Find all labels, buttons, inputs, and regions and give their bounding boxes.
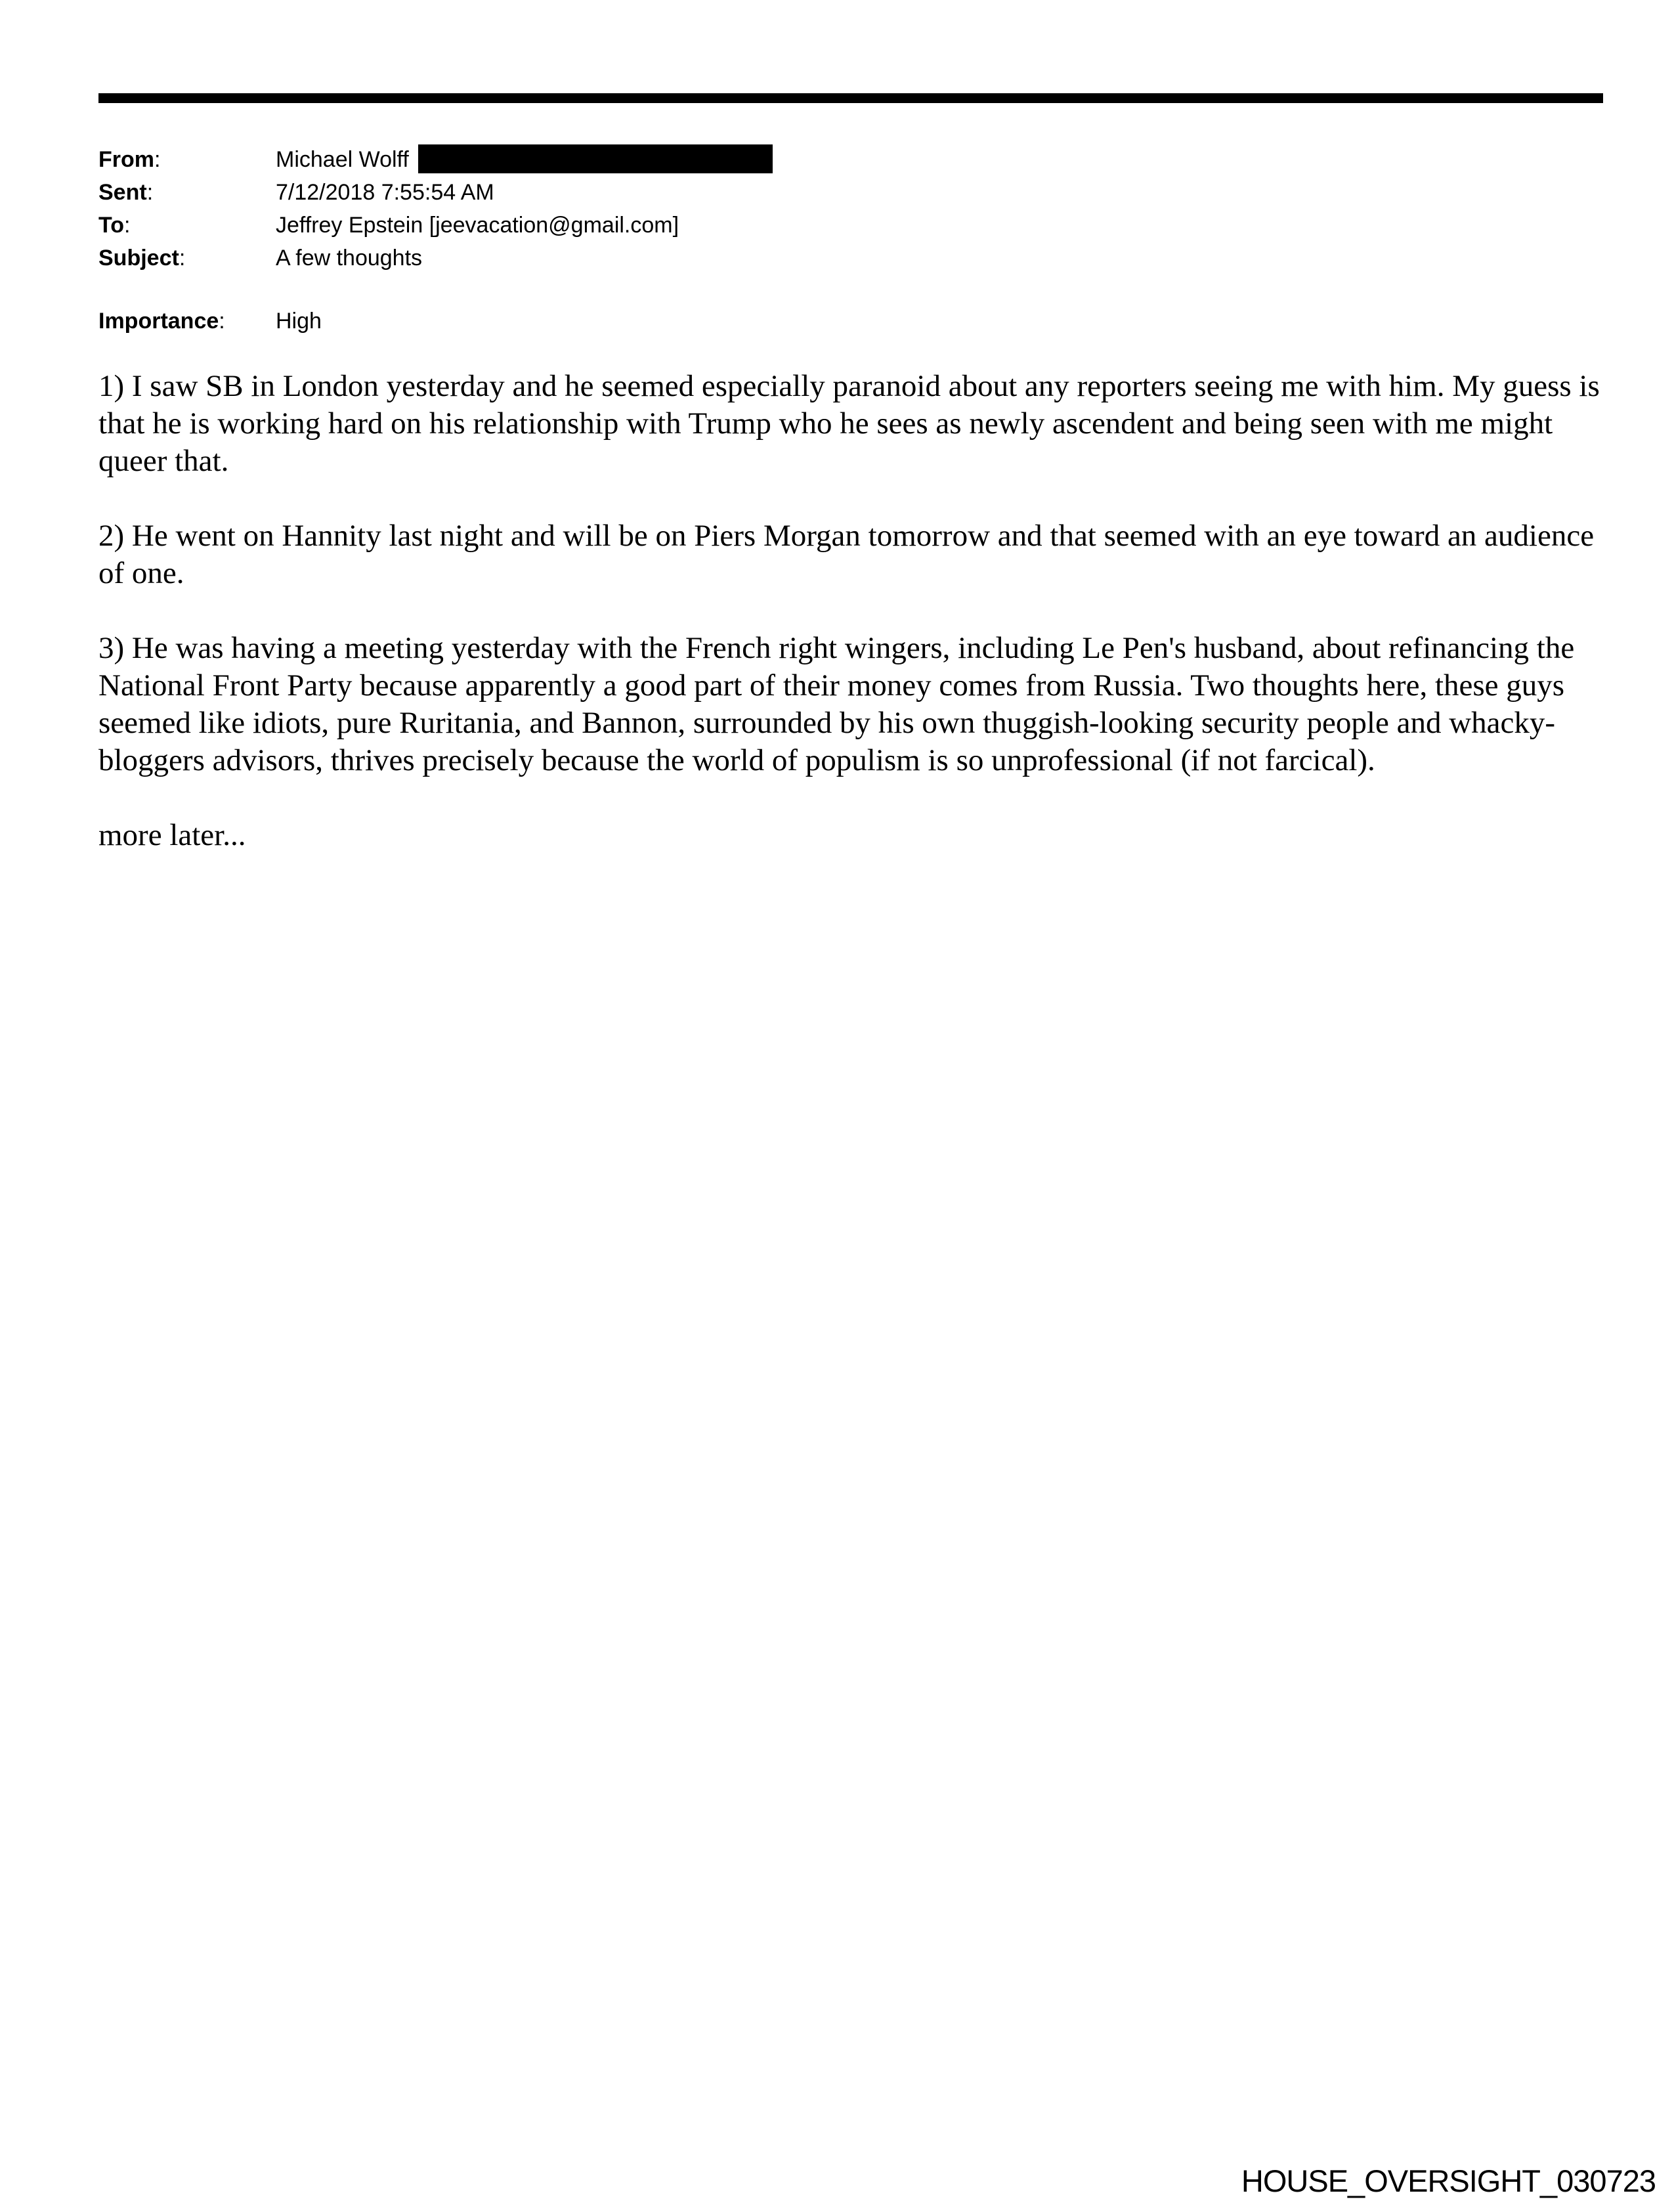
body-paragraph-2: 2) He went on Hannity last night and will be on Piers Morgan tomorrow and that seemed with an eye toward an audience of one.	[98, 519, 1595, 590]
header-row-sent	[98, 176, 1608, 209]
header-row-importance	[98, 305, 1608, 337]
body-sign-off: more later...	[98, 818, 246, 852]
email-body	[98, 368, 1621, 892]
bates-number: HOUSE_OVERSIGHT_030723	[1241, 2163, 1656, 2198]
subject-label-colon: :	[179, 246, 186, 271]
to-label-text: To	[98, 213, 125, 238]
to-label	[98, 209, 276, 242]
email-header	[98, 143, 1608, 337]
recipient-address: Jeffrey Epstein [jeevacation@gmail.com]	[276, 213, 679, 238]
sent-label-text: Sent	[98, 180, 147, 205]
subject-text: A few thoughts	[276, 246, 423, 271]
subject-label	[98, 242, 276, 274]
body-paragraph-3: 3) He was having a meeting yesterday with the French right wingers, including Le Pen's husband, about refinancing the National Front Party because apparently a good part of their money comes from Russia. Two thoughts here, these guys seemed like idiots, pure Ruritania, and Bannon, surrounded by his own thuggish-looking security people and whacky-bloggers advisors, thrives precisely because the world of populism is so unprofessional (if not farcical).	[98, 631, 1575, 777]
sent-label	[98, 176, 276, 209]
header-row-to	[98, 209, 1608, 242]
header-row-subject	[98, 242, 1608, 274]
importance-label-colon: :	[219, 309, 225, 334]
to-label-colon: :	[124, 213, 131, 238]
body-paragraph-1: 1) I saw SB in London yesterday and he seemed especially paranoid about any reporters seeing me with him. My guess is that he is working hard on his relationship with Trump who he sees as newly ascendent and being seen with me might queer that.	[98, 369, 1600, 478]
from-label-text: From	[98, 147, 154, 172]
importance-value: High	[276, 309, 322, 334]
importance-label	[98, 305, 276, 337]
separator-rule	[98, 93, 1603, 103]
redaction-bar	[418, 144, 773, 173]
header-row-from	[98, 143, 1608, 176]
subject-label-text: Subject	[98, 246, 179, 271]
sent-timestamp: 7/12/2018 7:55:54 AM	[276, 180, 494, 205]
from-label	[98, 143, 276, 176]
sender-name: Michael Wolff	[276, 147, 409, 172]
sent-label-colon: :	[146, 180, 154, 205]
from-label-colon: :	[154, 147, 161, 172]
importance-label-text: Importance	[98, 309, 219, 334]
from-value	[276, 143, 1608, 176]
